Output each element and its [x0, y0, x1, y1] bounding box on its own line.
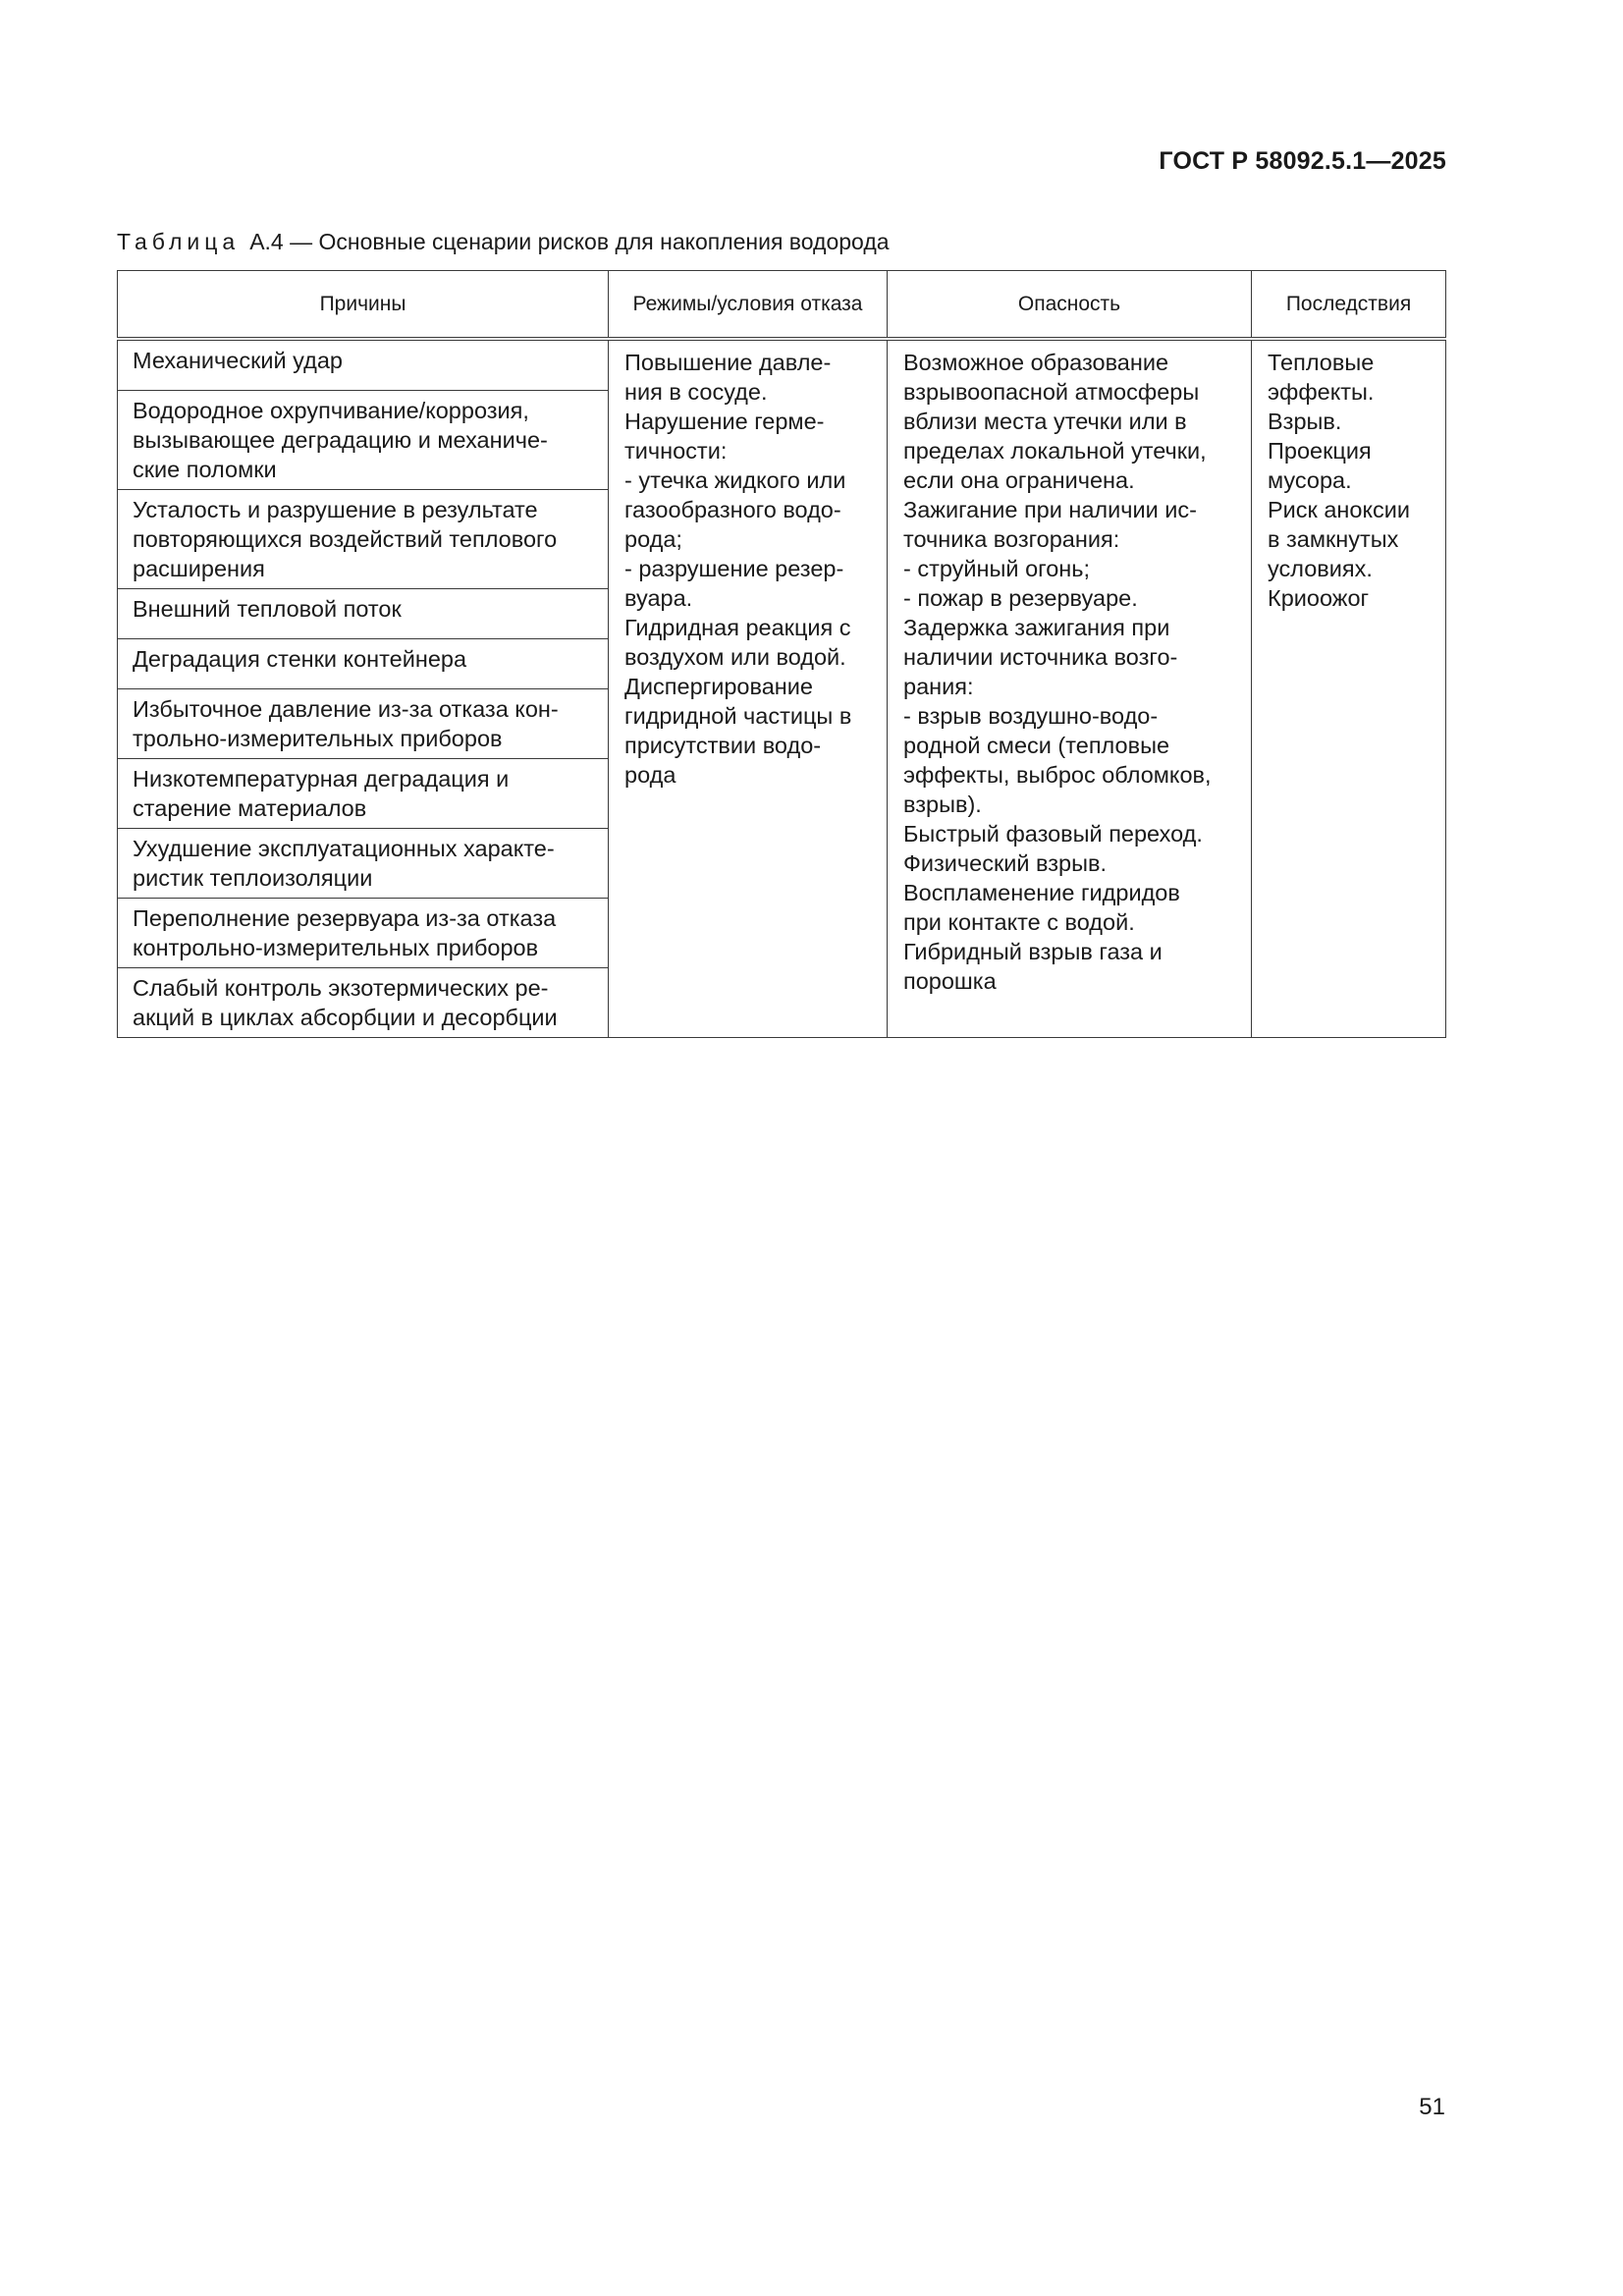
column-header-causes: Причины	[118, 271, 609, 340]
failure-modes-text-line: Нарушение герме-	[624, 409, 825, 434]
column-header-hazards: Опасность	[888, 271, 1252, 340]
consequences-cell	[1252, 339, 1446, 1038]
hazards-text-line: порошка	[903, 968, 997, 994]
hazards-text-line: Быстрый фазовый переход.	[903, 821, 1203, 847]
cause-text-line: трольно-измерительных приборов	[133, 726, 503, 751]
cause-text-line: повторяющихся воздействий теплового	[133, 526, 558, 552]
table-caption-text: А.4 — Основные сценарии рисков для накопления водорода	[249, 229, 890, 254]
cause-text-line: Ухудшение эксплуатационных характе-	[133, 836, 555, 861]
hazards-cell	[888, 339, 1252, 1038]
consequences-text-line: мусора.	[1268, 467, 1352, 493]
failure-modes-cell	[609, 339, 888, 1038]
consequences-text-line: Проекция	[1268, 438, 1372, 464]
hazards-text-line: - струйный огонь;	[903, 556, 1091, 581]
table-header-row	[118, 271, 1446, 340]
consequences-text-line: условиях.	[1268, 556, 1373, 581]
cause-cell	[118, 689, 609, 759]
failure-modes-text-line: вуара.	[624, 585, 693, 611]
hazards-text-line: наличии источника возго-	[903, 644, 1178, 670]
cause-text-line: Внешний тепловой поток	[133, 596, 402, 622]
cause-cell	[118, 968, 609, 1038]
cause-text-line: Переполнение резервуара из-за отказа	[133, 905, 557, 931]
cause-cell	[118, 589, 609, 639]
cause-cell	[118, 639, 609, 689]
failure-modes-text-line: рода	[624, 762, 676, 788]
failure-modes-text-line: Повышение давле-	[624, 350, 832, 375]
consequences-text-line: эффекты.	[1268, 379, 1375, 405]
hazards-text-line: при контакте с водой.	[903, 909, 1135, 935]
cause-text-line: Низкотемпературная деградация и	[133, 766, 510, 792]
failure-modes-text-line: газообразного водо-	[624, 497, 841, 522]
hazards-text-line: Задержка зажигания при	[903, 615, 1170, 640]
cause-cell	[118, 759, 609, 829]
hazards-text-line: вблизи места утечки или в	[903, 409, 1187, 434]
cause-text-line: ристик теплоизоляции	[133, 865, 373, 891]
hazards-text-line: если она ограничена.	[903, 467, 1135, 493]
hazards-text-line: Гибридный взрыв газа и	[903, 939, 1163, 964]
consequences-text-line: Криоожог	[1268, 585, 1370, 611]
failure-modes-text-line: ния в сосуде.	[624, 379, 768, 405]
hazards-text-line: точника возгорания:	[903, 526, 1120, 552]
table-caption-prefix: Таблица	[117, 229, 241, 254]
consequences-text-line: Тепловые	[1268, 350, 1375, 375]
column-header-failure-modes: Режимы/условия отказа	[609, 271, 888, 340]
consequences-text-line: Риск аноксии	[1268, 497, 1411, 522]
hazards-text-line: - пожар в резервуаре.	[903, 585, 1138, 611]
failure-modes-text-line: - утечка жидкого или	[624, 467, 846, 493]
table-row	[118, 339, 1446, 391]
failure-modes-text-line: рода;	[624, 526, 682, 552]
failure-modes-text-line: гидридной частицы в	[624, 703, 852, 729]
cause-text-line: контрольно-измерительных приборов	[133, 935, 539, 960]
hazards-text-line: Физический взрыв.	[903, 850, 1107, 876]
cause-text-line: вызывающее деградацию и механиче-	[133, 427, 548, 453]
cause-text-line: Усталость и разрушение в результате	[133, 497, 538, 522]
hazards-text-line: пределах локальной утечки,	[903, 438, 1207, 464]
failure-modes-text-line: присутствии водо-	[624, 733, 822, 758]
consequences-text-line: Взрыв.	[1268, 409, 1342, 434]
table-caption	[117, 229, 890, 255]
cause-text-line: ские поломки	[133, 457, 277, 482]
cause-cell	[118, 391, 609, 490]
cause-text-line: Механический удар	[133, 348, 344, 373]
cause-cell	[118, 490, 609, 589]
hazards-text-line: родной смеси (тепловые	[903, 733, 1170, 758]
column-header-consequences: Последствия	[1252, 271, 1446, 340]
cause-text-line: Водородное охрупчивание/коррозия,	[133, 398, 529, 423]
cause-cell	[118, 339, 609, 391]
page-number: 51	[1419, 2094, 1445, 2120]
hazards-text-line: эффекты, выброс обломков,	[903, 762, 1212, 788]
hazards-text-line: взрыв).	[903, 792, 982, 817]
document-header: ГОСТ Р 58092.5.1—2025	[1159, 147, 1446, 175]
failure-modes-text-line: Гидридная реакция с	[624, 615, 851, 640]
failure-modes-text-line: - разрушение резер-	[624, 556, 844, 581]
cause-cell	[118, 829, 609, 899]
risk-scenarios-table	[117, 270, 1446, 1038]
failure-modes-text-line: воздухом или водой.	[624, 644, 846, 670]
consequences-text-line: в замкнутых	[1268, 526, 1399, 552]
hazards-text-line: Зажигание при наличии ис-	[903, 497, 1198, 522]
cause-text-line: акций в циклах абсорбции и десорбции	[133, 1005, 558, 1030]
cause-text-line: Избыточное давление из-за отказа кон-	[133, 696, 559, 722]
hazards-text-line: взрывоопасной атмосферы	[903, 379, 1200, 405]
hazards-text-line: рания:	[903, 674, 974, 699]
cause-text-line: Деградация стенки контейнера	[133, 646, 467, 672]
cause-text-line: расширения	[133, 556, 265, 581]
failure-modes-text-line: тичности:	[624, 438, 728, 464]
cause-cell	[118, 899, 609, 968]
failure-modes-text-line: Диспергирование	[624, 674, 813, 699]
hazards-text-line: - взрыв воздушно-водо-	[903, 703, 1159, 729]
cause-text-line: старение материалов	[133, 795, 367, 821]
hazards-text-line: Возможное образование	[903, 350, 1169, 375]
hazards-text-line: Воспламенение гидридов	[903, 880, 1180, 905]
cause-text-line: Слабый контроль экзотермических ре-	[133, 975, 549, 1001]
